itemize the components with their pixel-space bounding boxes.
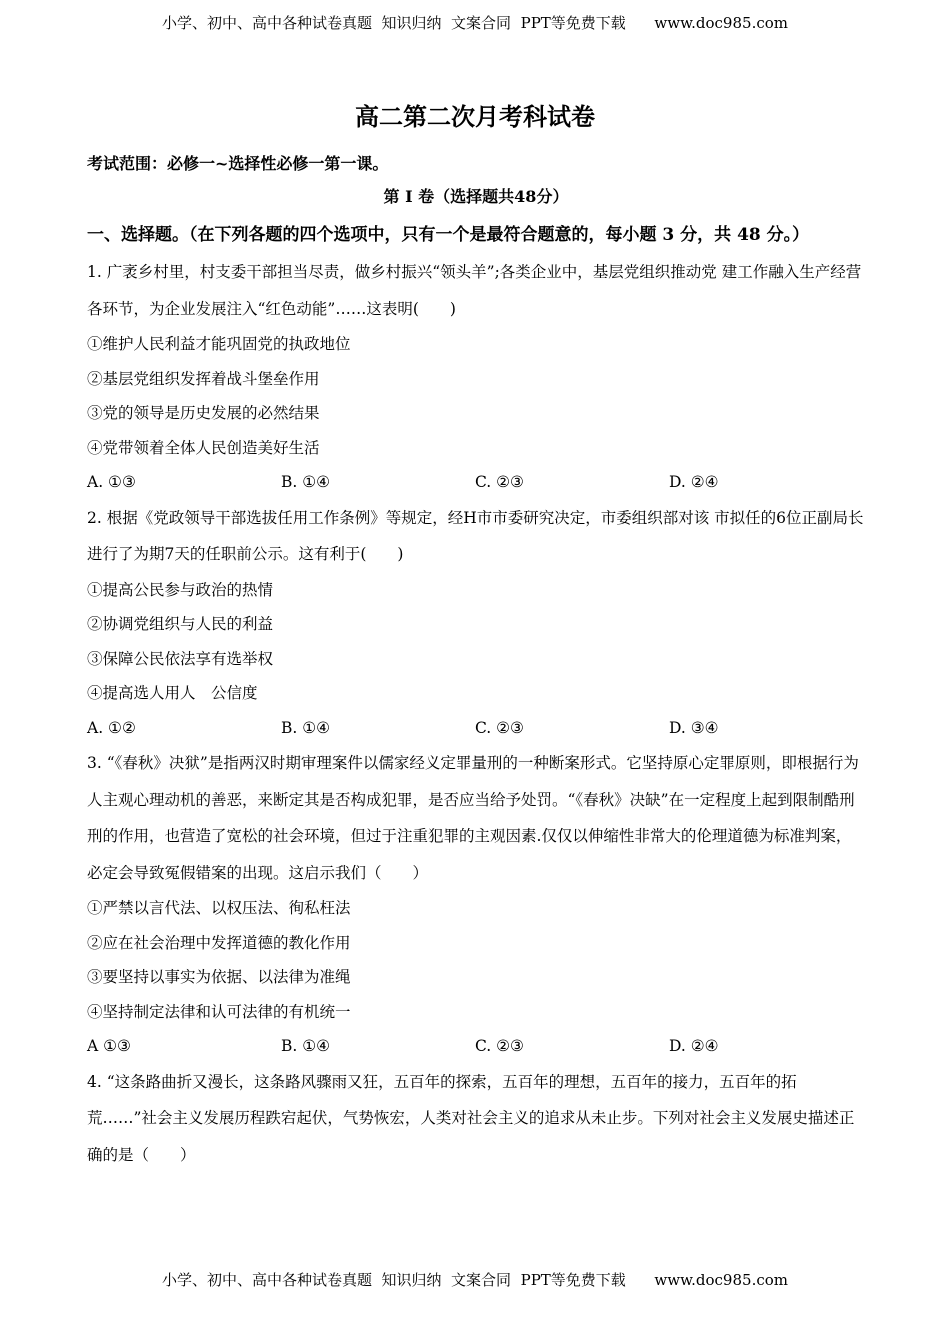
choice-a: A. ①② bbox=[87, 718, 136, 737]
page-title: 高二第二次月考科试卷 bbox=[355, 102, 595, 131]
question-stem: 3. “《春秋》决狱”是指两汉时期审理案件以儒家经义定罪量刑的一种断案形式。它坚持原心定罪原则，即根据行为人主观心理动机的善恶，来断定其是否构成犯罪，是否应当给予处罚。“《春秋》决缺”在一定程度上起到限制酷刑刑的作用，也营造了宽松的社会环境，但过于注重犯罪的主观因素.仅仅以伸缩性非常大的伦理道德为标准判案，必定会导致冤假错案的出现。这启示我们（ ） bbox=[87, 754, 859, 882]
statement-option: ①提高公民参与政治的热情 bbox=[87, 580, 274, 599]
statement-option: ④提高选人用人 公信度 bbox=[87, 684, 258, 702]
choice-a: A ①③ bbox=[87, 1037, 131, 1055]
question-4 bbox=[87, 1064, 865, 1174]
question-2 bbox=[87, 500, 865, 746]
page-footer: 小学、初中、高中各种试卷真题 知识归纳 文案合同 PPT等免费下载 www.doc985.com bbox=[161, 1271, 788, 1289]
part-heading: 一、选择题。（在下列各题的四个选项中，只有一个是最符合题意的，每小题 3 分，共 48 分。） bbox=[87, 225, 810, 245]
question-3 bbox=[87, 745, 865, 1064]
statement-option: ③保障公民依法享有选举权 bbox=[87, 649, 274, 668]
choice-b: B. ①④ bbox=[281, 473, 331, 491]
question-stem: 2. 根据《党政领导干部选拔任用工作条例》等规定，经H市市委研究决定，市委组织部对该 市拟任的6位正副局长进行了为期7天的任职前公示。这有利于( ) bbox=[87, 508, 864, 563]
choice-b: B. ①④ bbox=[281, 1037, 331, 1055]
choice-d: D. ②④ bbox=[669, 473, 719, 491]
choice-d: D. ③④ bbox=[669, 718, 719, 737]
section-heading: 第 I 卷（选择题共48分） bbox=[383, 187, 569, 206]
exam-scope: 考试范围：必修一~选择性必修一第一课。 bbox=[87, 154, 389, 173]
statement-option: ①维护人民利益才能巩固党的执政地位 bbox=[87, 335, 351, 353]
question-1 bbox=[87, 254, 865, 500]
statement-option: ③党的领导是历史发展的必然结果 bbox=[87, 404, 320, 422]
answer-choices bbox=[87, 1029, 865, 1064]
answer-choices bbox=[87, 711, 865, 746]
statement-option: ②应在社会治理中发挥道德的教化作用 bbox=[87, 933, 351, 952]
choice-b: B. ①④ bbox=[281, 718, 331, 737]
page-header: 小学、初中、高中各种试卷真题 知识归纳 文案合同 PPT等免费下载 www.doc985.com bbox=[161, 14, 788, 32]
question-stem: 1. 广袤乡村里，村支委干部担当尽责，做乡村振兴“领头羊”;各类企业中，基层党组织推动党 建工作融入生产经营各环节，为企业发展注入“红色动能”……这表明( ) bbox=[87, 263, 862, 318]
answer-choices bbox=[87, 465, 865, 500]
choice-c: C. ②③ bbox=[475, 473, 524, 491]
question-stem: 4. “这条路曲折又漫长，这条路风骤雨又狂，五百年的探索，五百年的理想，五百年的接力，五百年的拓荒……”社会主义发展历程跌宕起伏，气势恢宏，人类对社会主义的追求从未止步。下列对社会主义发展史描述正确的是（ ） bbox=[87, 1072, 855, 1164]
exam-content bbox=[87, 150, 865, 1173]
statement-option: ②协调党组织与人民的利益 bbox=[87, 615, 274, 633]
statement-option: ④坚持制定法律和认可法律的有机统一 bbox=[87, 1002, 351, 1021]
choice-c: C. ②③ bbox=[475, 718, 524, 737]
choice-d: D. ②④ bbox=[669, 1037, 719, 1055]
statement-option: ③要坚持以事实为依据、以法律为准绳 bbox=[87, 968, 351, 986]
statement-option: ②基层党组织发挥着战斗堡垒作用 bbox=[87, 369, 320, 388]
choice-a: A. ①③ bbox=[87, 473, 136, 491]
statement-option: ④党带领着全体人民创造美好生活 bbox=[87, 438, 320, 457]
statement-option: ①严禁以言代法、以权压法、徇私枉法 bbox=[87, 899, 351, 917]
choice-c: C. ②③ bbox=[475, 1037, 524, 1055]
